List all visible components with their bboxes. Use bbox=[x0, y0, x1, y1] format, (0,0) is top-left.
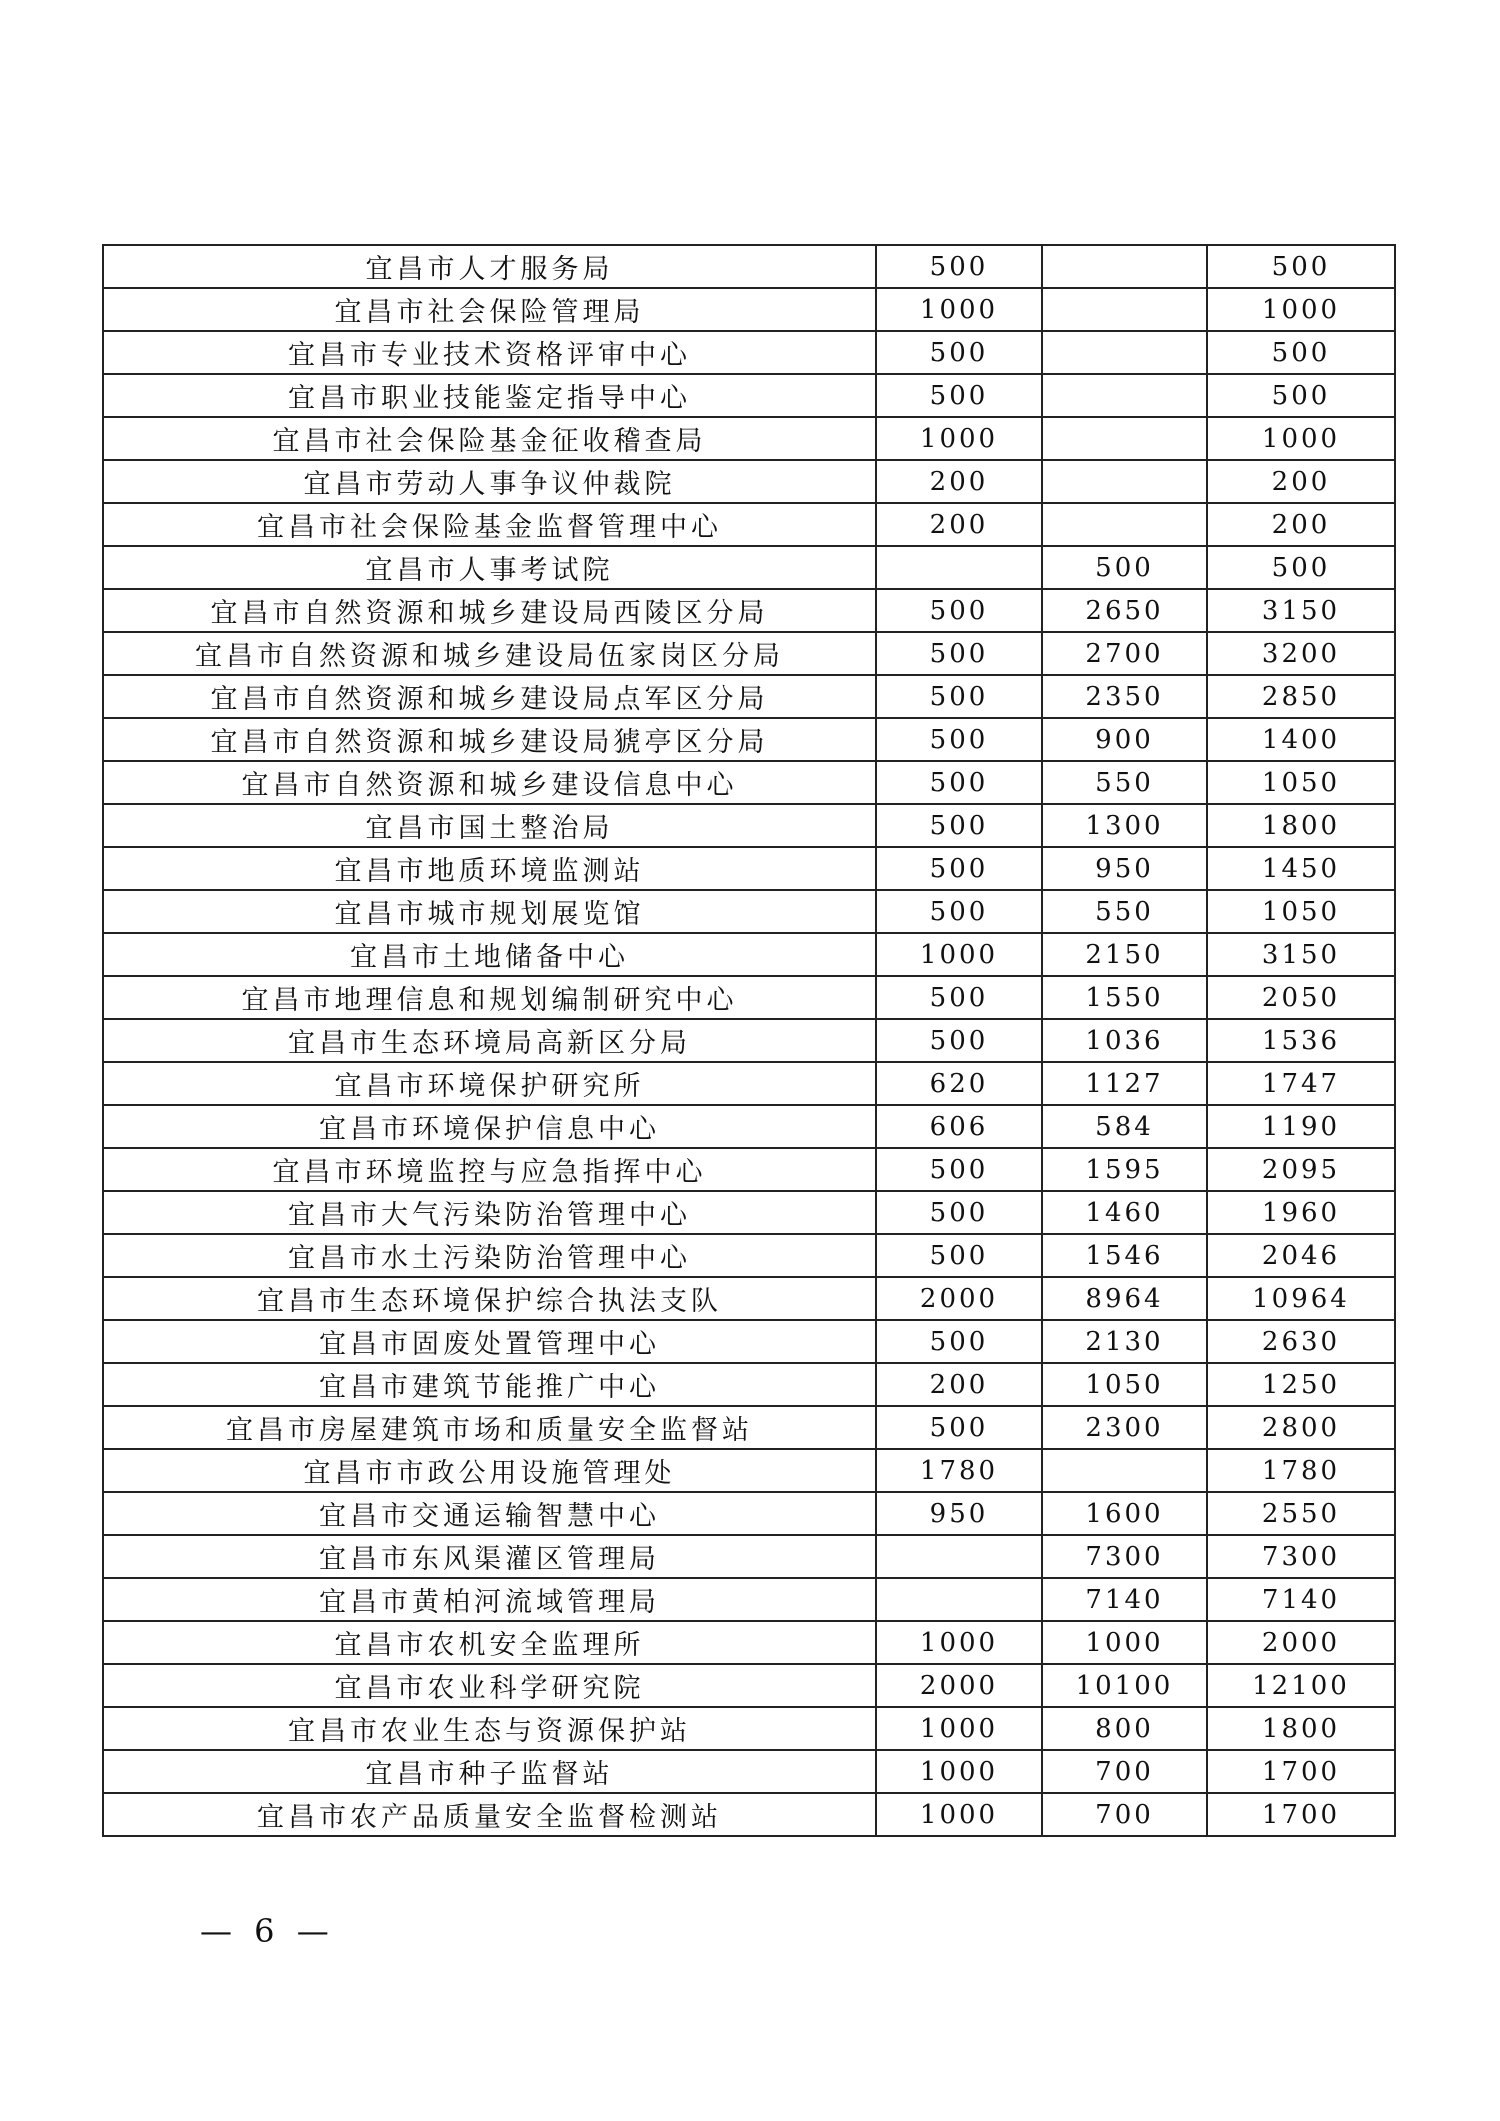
amount-a-cell: 1000 bbox=[876, 417, 1042, 460]
unit-name-cell: 宜昌市东风渠灌区管理局 bbox=[103, 1535, 876, 1578]
table-row bbox=[103, 632, 1395, 675]
table-row bbox=[103, 245, 1395, 288]
amount-b-cell: 2650 bbox=[1042, 589, 1207, 632]
table-row bbox=[103, 1191, 1395, 1234]
total-cell: 1050 bbox=[1207, 761, 1395, 804]
total-cell: 1050 bbox=[1207, 890, 1395, 933]
total-cell: 2800 bbox=[1207, 1406, 1395, 1449]
unit-name-cell: 宜昌市交通运输智慧中心 bbox=[103, 1492, 876, 1535]
table-row bbox=[103, 331, 1395, 374]
unit-name-cell: 宜昌市固废处置管理中心 bbox=[103, 1320, 876, 1363]
amount-a-cell: 500 bbox=[876, 976, 1042, 1019]
amount-a-cell: 500 bbox=[876, 374, 1042, 417]
table-row bbox=[103, 1492, 1395, 1535]
amount-a-cell: 500 bbox=[876, 675, 1042, 718]
amount-a-cell: 1000 bbox=[876, 933, 1042, 976]
table-row bbox=[103, 374, 1395, 417]
amount-b-cell: 1595 bbox=[1042, 1148, 1207, 1191]
amount-b-cell bbox=[1042, 460, 1207, 503]
total-cell: 1800 bbox=[1207, 1707, 1395, 1750]
amount-b-cell: 1300 bbox=[1042, 804, 1207, 847]
table-row bbox=[103, 288, 1395, 331]
unit-name-cell: 宜昌市专业技术资格评审中心 bbox=[103, 331, 876, 374]
table-row bbox=[103, 1793, 1395, 1836]
amount-b-cell: 1460 bbox=[1042, 1191, 1207, 1234]
table-row bbox=[103, 761, 1395, 804]
amount-b-cell: 1127 bbox=[1042, 1062, 1207, 1105]
table-row bbox=[103, 718, 1395, 761]
page-number: — 6 — bbox=[200, 1912, 335, 1950]
amount-b-cell: 2150 bbox=[1042, 933, 1207, 976]
amount-b-cell: 1550 bbox=[1042, 976, 1207, 1019]
total-cell: 1450 bbox=[1207, 847, 1395, 890]
amount-a-cell: 500 bbox=[876, 331, 1042, 374]
amount-b-cell: 800 bbox=[1042, 1707, 1207, 1750]
amount-a-cell: 1000 bbox=[876, 1621, 1042, 1664]
table-row bbox=[103, 1019, 1395, 1062]
amount-b-cell: 1036 bbox=[1042, 1019, 1207, 1062]
table-row bbox=[103, 417, 1395, 460]
amount-a-cell: 1000 bbox=[876, 1793, 1042, 1836]
table-row bbox=[103, 1578, 1395, 1621]
total-cell: 7140 bbox=[1207, 1578, 1395, 1621]
total-cell: 1700 bbox=[1207, 1750, 1395, 1793]
table-row bbox=[103, 804, 1395, 847]
amount-a-cell: 2000 bbox=[876, 1664, 1042, 1707]
unit-name-cell: 宜昌市土地储备中心 bbox=[103, 933, 876, 976]
unit-name-cell: 宜昌市自然资源和城乡建设局点军区分局 bbox=[103, 675, 876, 718]
amount-a-cell: 500 bbox=[876, 718, 1042, 761]
table-row bbox=[103, 890, 1395, 933]
table-row bbox=[103, 1406, 1395, 1449]
amount-a-cell: 620 bbox=[876, 1062, 1042, 1105]
total-cell: 1800 bbox=[1207, 804, 1395, 847]
table-row bbox=[103, 546, 1395, 589]
table-row bbox=[103, 1277, 1395, 1320]
total-cell: 1400 bbox=[1207, 718, 1395, 761]
table-row bbox=[103, 1535, 1395, 1578]
amount-a-cell: 500 bbox=[876, 847, 1042, 890]
amount-b-cell: 700 bbox=[1042, 1750, 1207, 1793]
amount-b-cell: 950 bbox=[1042, 847, 1207, 890]
amount-b-cell bbox=[1042, 1449, 1207, 1492]
amount-b-cell: 8964 bbox=[1042, 1277, 1207, 1320]
total-cell: 2850 bbox=[1207, 675, 1395, 718]
amount-b-cell bbox=[1042, 245, 1207, 288]
amount-b-cell bbox=[1042, 288, 1207, 331]
unit-name-cell: 宜昌市种子监督站 bbox=[103, 1750, 876, 1793]
total-cell: 2095 bbox=[1207, 1148, 1395, 1191]
table-row bbox=[103, 1664, 1395, 1707]
amount-b-cell: 1000 bbox=[1042, 1621, 1207, 1664]
unit-name-cell: 宜昌市农机安全监理所 bbox=[103, 1621, 876, 1664]
unit-name-cell: 宜昌市自然资源和城乡建设局伍家岗区分局 bbox=[103, 632, 876, 675]
total-cell: 1700 bbox=[1207, 1793, 1395, 1836]
amount-a-cell: 500 bbox=[876, 761, 1042, 804]
total-cell: 2050 bbox=[1207, 976, 1395, 1019]
amount-a-cell: 500 bbox=[876, 1148, 1042, 1191]
amount-a-cell: 500 bbox=[876, 1320, 1042, 1363]
amount-a-cell: 200 bbox=[876, 460, 1042, 503]
amount-b-cell: 1546 bbox=[1042, 1234, 1207, 1277]
total-cell: 1190 bbox=[1207, 1105, 1395, 1148]
table-row bbox=[103, 1148, 1395, 1191]
total-cell: 1250 bbox=[1207, 1363, 1395, 1406]
total-cell: 1960 bbox=[1207, 1191, 1395, 1234]
unit-name-cell: 宜昌市地理信息和规划编制研究中心 bbox=[103, 976, 876, 1019]
unit-name-cell: 宜昌市人事考试院 bbox=[103, 546, 876, 589]
unit-name-cell: 宜昌市市政公用设施管理处 bbox=[103, 1449, 876, 1492]
amount-a-cell bbox=[876, 1578, 1042, 1621]
total-cell: 1747 bbox=[1207, 1062, 1395, 1105]
table-row bbox=[103, 847, 1395, 890]
amount-b-cell: 1050 bbox=[1042, 1363, 1207, 1406]
total-cell: 1536 bbox=[1207, 1019, 1395, 1062]
unit-name-cell: 宜昌市水土污染防治管理中心 bbox=[103, 1234, 876, 1277]
amount-a-cell: 1000 bbox=[876, 288, 1042, 331]
amount-a-cell: 500 bbox=[876, 245, 1042, 288]
amount-a-cell: 1000 bbox=[876, 1707, 1042, 1750]
total-cell: 3200 bbox=[1207, 632, 1395, 675]
unit-name-cell: 宜昌市房屋建筑市场和质量安全监督站 bbox=[103, 1406, 876, 1449]
amount-a-cell bbox=[876, 546, 1042, 589]
total-cell: 7300 bbox=[1207, 1535, 1395, 1578]
budget-table bbox=[102, 244, 1396, 1837]
unit-name-cell: 宜昌市生态环境局高新区分局 bbox=[103, 1019, 876, 1062]
total-cell: 12100 bbox=[1207, 1664, 1395, 1707]
unit-name-cell: 宜昌市职业技能鉴定指导中心 bbox=[103, 374, 876, 417]
amount-b-cell: 550 bbox=[1042, 761, 1207, 804]
total-cell: 500 bbox=[1207, 374, 1395, 417]
unit-name-cell: 宜昌市大气污染防治管理中心 bbox=[103, 1191, 876, 1234]
unit-name-cell: 宜昌市地质环境监测站 bbox=[103, 847, 876, 890]
unit-name-cell: 宜昌市环境监控与应急指挥中心 bbox=[103, 1148, 876, 1191]
unit-name-cell: 宜昌市自然资源和城乡建设局猇亭区分局 bbox=[103, 718, 876, 761]
unit-name-cell: 宜昌市生态环境保护综合执法支队 bbox=[103, 1277, 876, 1320]
amount-b-cell: 1600 bbox=[1042, 1492, 1207, 1535]
amount-b-cell: 2300 bbox=[1042, 1406, 1207, 1449]
unit-name-cell: 宜昌市农业生态与资源保护站 bbox=[103, 1707, 876, 1750]
amount-a-cell bbox=[876, 1535, 1042, 1578]
total-cell: 1780 bbox=[1207, 1449, 1395, 1492]
amount-b-cell: 550 bbox=[1042, 890, 1207, 933]
table-row bbox=[103, 1062, 1395, 1105]
table-row bbox=[103, 1750, 1395, 1793]
amount-b-cell bbox=[1042, 503, 1207, 546]
table-row bbox=[103, 460, 1395, 503]
amount-b-cell: 2350 bbox=[1042, 675, 1207, 718]
amount-a-cell: 500 bbox=[876, 632, 1042, 675]
amount-a-cell: 200 bbox=[876, 1363, 1042, 1406]
table-row bbox=[103, 933, 1395, 976]
table-row bbox=[103, 1105, 1395, 1148]
unit-name-cell: 宜昌市社会保险管理局 bbox=[103, 288, 876, 331]
unit-name-cell: 宜昌市城市规划展览馆 bbox=[103, 890, 876, 933]
amount-b-cell: 900 bbox=[1042, 718, 1207, 761]
table-row bbox=[103, 1707, 1395, 1750]
unit-name-cell: 宜昌市劳动人事争议仲裁院 bbox=[103, 460, 876, 503]
amount-a-cell: 500 bbox=[876, 890, 1042, 933]
total-cell: 200 bbox=[1207, 503, 1395, 546]
amount-b-cell: 7140 bbox=[1042, 1578, 1207, 1621]
unit-name-cell: 宜昌市国土整治局 bbox=[103, 804, 876, 847]
unit-name-cell: 宜昌市人才服务局 bbox=[103, 245, 876, 288]
table-row bbox=[103, 589, 1395, 632]
amount-b-cell: 500 bbox=[1042, 546, 1207, 589]
total-cell: 500 bbox=[1207, 245, 1395, 288]
amount-b-cell: 2130 bbox=[1042, 1320, 1207, 1363]
total-cell: 1000 bbox=[1207, 288, 1395, 331]
unit-name-cell: 宜昌市黄柏河流域管理局 bbox=[103, 1578, 876, 1621]
total-cell: 500 bbox=[1207, 331, 1395, 374]
total-cell: 3150 bbox=[1207, 933, 1395, 976]
unit-name-cell: 宜昌市农业科学研究院 bbox=[103, 1664, 876, 1707]
unit-name-cell: 宜昌市社会保险基金征收稽查局 bbox=[103, 417, 876, 460]
unit-name-cell: 宜昌市农产品质量安全监督检测站 bbox=[103, 1793, 876, 1836]
table-row bbox=[103, 1320, 1395, 1363]
unit-name-cell: 宜昌市自然资源和城乡建设局西陵区分局 bbox=[103, 589, 876, 632]
amount-b-cell: 700 bbox=[1042, 1793, 1207, 1836]
amount-a-cell: 500 bbox=[876, 804, 1042, 847]
unit-name-cell: 宜昌市环境保护研究所 bbox=[103, 1062, 876, 1105]
table-row bbox=[103, 976, 1395, 1019]
total-cell: 2630 bbox=[1207, 1320, 1395, 1363]
total-cell: 3150 bbox=[1207, 589, 1395, 632]
table-row bbox=[103, 1449, 1395, 1492]
total-cell: 1000 bbox=[1207, 417, 1395, 460]
amount-a-cell: 200 bbox=[876, 503, 1042, 546]
amount-a-cell: 500 bbox=[876, 1191, 1042, 1234]
unit-name-cell: 宜昌市自然资源和城乡建设信息中心 bbox=[103, 761, 876, 804]
budget-table-body bbox=[103, 245, 1395, 1836]
amount-a-cell: 606 bbox=[876, 1105, 1042, 1148]
amount-a-cell: 500 bbox=[876, 1019, 1042, 1062]
total-cell: 2550 bbox=[1207, 1492, 1395, 1535]
table-row bbox=[103, 1363, 1395, 1406]
amount-a-cell: 950 bbox=[876, 1492, 1042, 1535]
amount-b-cell: 584 bbox=[1042, 1105, 1207, 1148]
table-row bbox=[103, 503, 1395, 546]
unit-name-cell: 宜昌市建筑节能推广中心 bbox=[103, 1363, 876, 1406]
amount-b-cell bbox=[1042, 331, 1207, 374]
total-cell: 2046 bbox=[1207, 1234, 1395, 1277]
total-cell: 2000 bbox=[1207, 1621, 1395, 1664]
total-cell: 500 bbox=[1207, 546, 1395, 589]
amount-a-cell: 500 bbox=[876, 1234, 1042, 1277]
amount-a-cell: 500 bbox=[876, 589, 1042, 632]
total-cell: 10964 bbox=[1207, 1277, 1395, 1320]
amount-b-cell: 2700 bbox=[1042, 632, 1207, 675]
amount-b-cell bbox=[1042, 417, 1207, 460]
table-row bbox=[103, 1621, 1395, 1664]
unit-name-cell: 宜昌市环境保护信息中心 bbox=[103, 1105, 876, 1148]
amount-a-cell: 1000 bbox=[876, 1750, 1042, 1793]
total-cell: 200 bbox=[1207, 460, 1395, 503]
amount-a-cell: 2000 bbox=[876, 1277, 1042, 1320]
amount-b-cell bbox=[1042, 374, 1207, 417]
amount-b-cell: 7300 bbox=[1042, 1535, 1207, 1578]
amount-a-cell: 1780 bbox=[876, 1449, 1042, 1492]
amount-a-cell: 500 bbox=[876, 1406, 1042, 1449]
table-row bbox=[103, 1234, 1395, 1277]
amount-b-cell: 10100 bbox=[1042, 1664, 1207, 1707]
unit-name-cell: 宜昌市社会保险基金监督管理中心 bbox=[103, 503, 876, 546]
table-row bbox=[103, 675, 1395, 718]
